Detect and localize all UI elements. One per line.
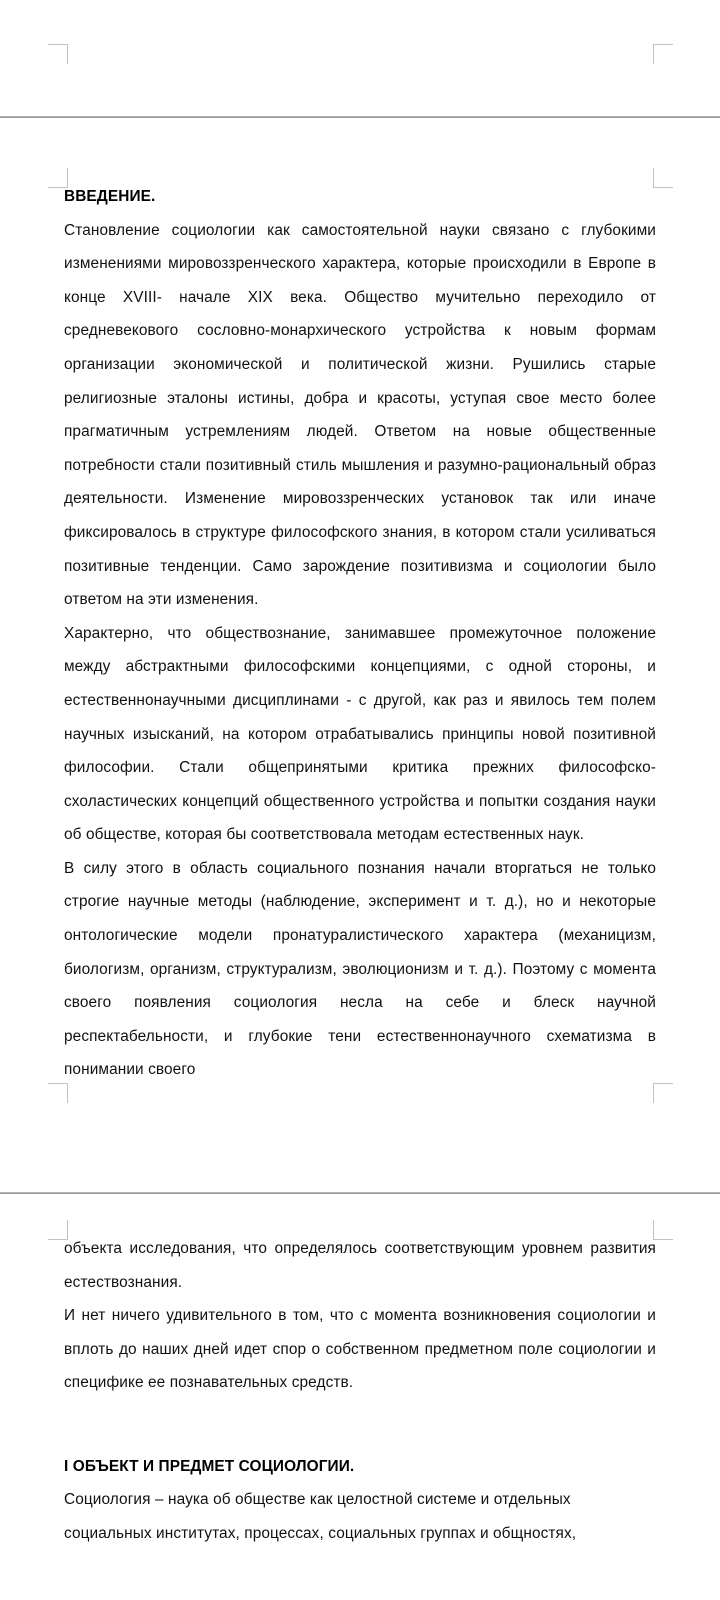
page1-paragraph-1: Становление социологии как самостоятельной науки связано с глубокими изменениями мировоззренческого характера, которые происходили в Европе в конце XVIII- начале XIX века. Общество мучительно переходило от средневекового сословно-монархического устройства к новым формам организации экономической и политической жизни. Рушились старые религиозные эталоны истины, добра и красоты, уступая свое место более прагматичным устремлениям людей. Ответом на новые общественные потребности стали позитивный стиль мышления и разумно-рациональный образ деятельности. Изменение мировоззренческих установок так или иначе фиксировалось в структуре философского знания, в котором стали усиливаться позитивные тенденции. Само зарождение позитивизма и социологии было ответом на эти изменения. [64, 221, 656, 609]
page2-text-column [64, 1232, 656, 1550]
crop-mark-top-left-icon [48, 44, 68, 64]
crop-mark-page2-top-right-icon [653, 1220, 673, 1240]
page2-paragraph-2: И нет ничего удивительного в том, что с момента возникновения социологии и вплоть до наших дней идет спор о собственном предметном поле социологии и специфике ее познавательных средств. [64, 1307, 656, 1392]
page1-heading-introduction: ВВЕДЕНИЕ. [64, 188, 156, 205]
page-previous-bottom-strip [0, 0, 720, 116]
page2-paragraph-1: объекта исследования, что определялось соответствующим уровнем развития естествознания. [64, 1240, 656, 1291]
crop-mark-page1-bottom-right-icon [653, 1083, 673, 1103]
paragraph-spacer [64, 1400, 656, 1434]
document-page-1[interactable] [0, 118, 720, 1192]
page1-paragraph-3: В силу этого в область социального познания начали вторгаться не только строгие научные методы (наблюдение, эксперимент и т. д.), но и некоторые онтологические модели пронатуралистического характера (механицизм, биологизм, организм, структурализм, эволюционизм и т. д.). Поэтому с момента своего появления социология несла на себе и блеск научной респектабельности, и глубокие тени естественнонаучного схематизма в понимании своего [64, 859, 656, 1079]
document-page-2[interactable] [0, 1194, 720, 1600]
page2-paragraph-3: Социология – наука об обществе как целостной системе и отдельных социальных институтах, процессах, социальных группах и общностях, [64, 1491, 577, 1542]
paragraph-spacer-half [64, 1434, 656, 1450]
crop-mark-page1-top-right-icon [653, 168, 673, 188]
page1-paragraph-2: Характерно, что обществознание, занимавшее промежуточное положение между абстрактными философскими концепциями, с одной стороны, и естественнонаучными дисциплинами - с другой, как раз и явилось тем полем научных изысканий, на котором отрабатывались принципы новой позитивной философии. Стали общепринятыми критика прежних философско-схоластических концепций общественного устройства и попытки создания науки об обществе, которая бы соответствовала методам естественных наук. [64, 624, 656, 844]
crop-mark-top-right-icon [653, 44, 673, 64]
page1-text-column [64, 180, 656, 1087]
page2-heading-object-and-subject: I ОБЪЕКТ И ПРЕДМЕТ СОЦИОЛОГИИ. [64, 1457, 355, 1475]
